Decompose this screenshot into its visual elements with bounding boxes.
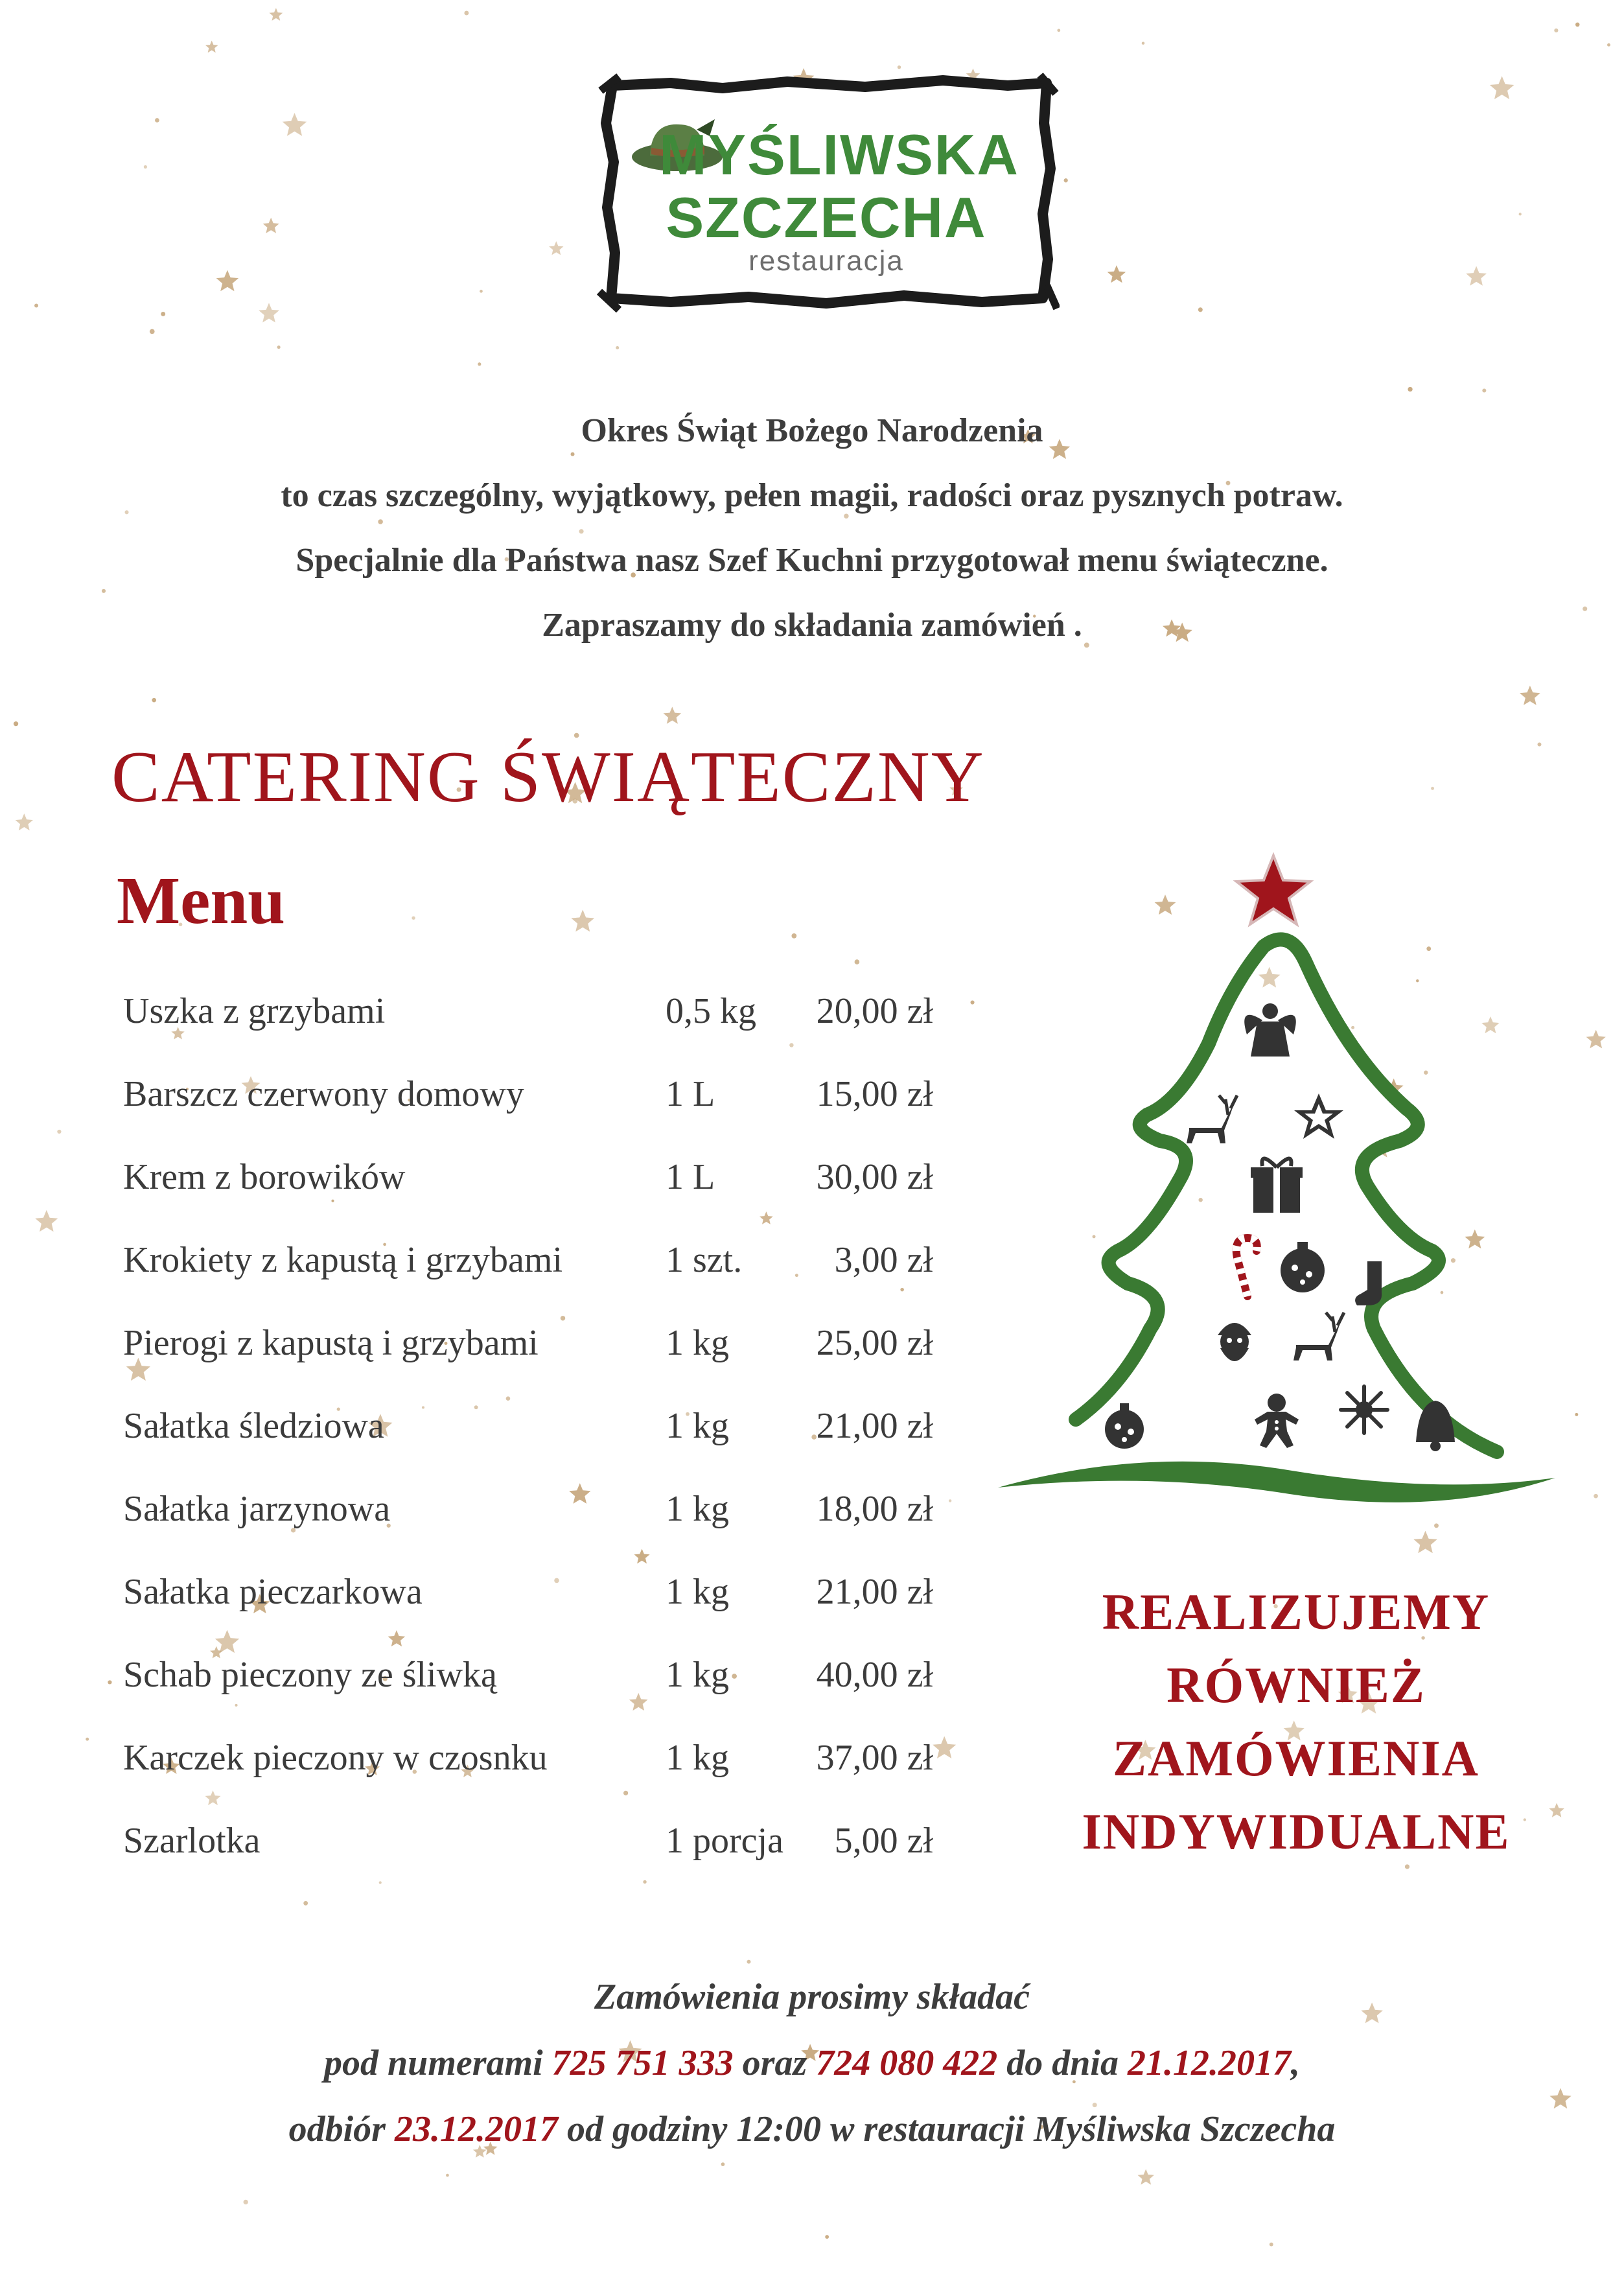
bauble-icon	[1281, 1242, 1325, 1292]
reindeer-icon	[1293, 1313, 1344, 1360]
decorative-star	[1108, 265, 1126, 283]
menu-item-price: 21,00 zł	[816, 1572, 933, 1612]
note-line: RÓWNIEŻ	[1166, 1657, 1426, 1713]
intro-line: Zapraszamy do składania zamówień .	[542, 607, 1082, 644]
decorative-star	[108, 1680, 111, 1684]
decorative-star	[1482, 388, 1486, 392]
snowflake-icon	[1341, 1386, 1387, 1433]
menu-item-name: Sałatka śledziowa	[123, 1406, 384, 1446]
decorative-star	[152, 698, 156, 703]
decorative-star	[1198, 307, 1203, 312]
logo-name-line1: MYŚLIWSKA	[659, 123, 1019, 187]
order-info-line	[0, 2030, 1624, 2096]
menu-item-quantity: 1 szt.	[666, 1240, 743, 1280]
decorative-star	[464, 11, 469, 16]
menu-item-price: 3,00 zł	[834, 1240, 933, 1280]
menu-title: Menu	[117, 863, 285, 938]
menu-item-price: 25,00 zł	[816, 1323, 933, 1363]
intro-line: Specjalnie dla Państwa nasz Szef Kuchni przygotował menu świąteczne.	[296, 542, 1328, 579]
menu-item-price: 15,00 zł	[816, 1074, 933, 1114]
menu-item-price: 21,00 zł	[816, 1406, 933, 1446]
order-text: oraz	[733, 2043, 817, 2083]
decorative-star	[1594, 1494, 1598, 1499]
menu-item-name: Sałatka pieczarkowa	[123, 1572, 423, 1612]
decorative-star	[16, 813, 33, 830]
decorative-star	[283, 113, 307, 136]
menu-item	[123, 1063, 946, 1146]
decorative-star	[1431, 787, 1434, 790]
menu-item	[123, 1312, 946, 1395]
order-text: od godziny 12:00 w restauracji Myśliwska Szczecha	[557, 2109, 1336, 2149]
angel-icon	[1244, 1003, 1296, 1057]
decorative-star	[855, 959, 860, 964]
menu-item-quantity: 1 L	[666, 1074, 715, 1114]
decorative-star	[86, 1738, 89, 1741]
menu-item-name: Szarlotka	[123, 1821, 261, 1861]
menu-item	[123, 1561, 946, 1644]
menu-item-quantity: 1 kg	[666, 1572, 729, 1612]
decorative-star	[155, 118, 159, 123]
menu-item-name: Krokiety z kapustą i grzybami	[123, 1240, 563, 1280]
menu-item-price: 40,00 zł	[816, 1655, 933, 1695]
restaurant-logo	[593, 71, 1060, 318]
order-deadline: 21.12.2017	[1127, 2043, 1291, 2083]
decorative-star	[664, 706, 682, 723]
menu-item	[123, 980, 946, 1063]
menu-item	[123, 1727, 946, 1810]
decorative-star	[721, 2162, 725, 2166]
decorative-star	[747, 1960, 750, 1964]
decorative-star	[34, 303, 38, 307]
logo-subtitle: restauracja	[748, 245, 904, 277]
decorative-star	[35, 1210, 58, 1232]
decorative-star	[571, 910, 594, 932]
menu-item	[123, 1478, 946, 1561]
menu-item-quantity: 1 kg	[666, 1738, 729, 1778]
gingerbread-icon	[1255, 1394, 1299, 1448]
decorative-star	[1519, 213, 1522, 215]
menu-item	[123, 1229, 946, 1312]
logo-name-line2: SZCZECHA	[666, 185, 987, 250]
decorative-star	[144, 165, 147, 169]
order-info	[0, 1964, 1624, 2162]
note-line: REALIZUJEMY	[1102, 1583, 1491, 1640]
phone-number-2: 724 080 422	[816, 2043, 998, 2083]
menu-item-price: 5,00 zł	[834, 1821, 933, 1861]
menu-item-quantity: 1 L	[666, 1157, 715, 1197]
decorative-star	[216, 270, 238, 292]
reindeer-icon	[1187, 1095, 1237, 1143]
individual-orders-note	[1037, 1575, 1555, 1868]
menu-item-price: 20,00 zł	[816, 991, 933, 1031]
menu-item-price: 37,00 zł	[816, 1738, 933, 1778]
menu-item-name: Pierogi z kapustą i grzybami	[123, 1323, 539, 1363]
menu-item-quantity: 1 kg	[666, 1323, 729, 1363]
order-text: ,	[1290, 2043, 1300, 2083]
tree-top-star-icon	[1236, 856, 1310, 924]
decorative-star	[478, 362, 481, 366]
decorative-star	[205, 41, 218, 53]
menu-item	[123, 1810, 946, 1893]
decorative-star	[549, 241, 563, 255]
menu-item-quantity: 1 kg	[666, 1655, 729, 1695]
decorative-star	[277, 345, 281, 349]
phone-number-1: 725 751 333	[551, 2043, 734, 2083]
menu-item-price: 18,00 zł	[816, 1489, 933, 1529]
santa-icon	[1218, 1323, 1251, 1361]
decorative-star	[949, 1499, 951, 1502]
decorative-star	[616, 346, 619, 349]
decorative-star	[270, 8, 283, 21]
menu-item-name: Sałatka jarzynowa	[123, 1489, 391, 1529]
decorative-star	[57, 1130, 61, 1134]
menu-item-name: Schab pieczony ze śliwką	[123, 1655, 497, 1695]
decorative-star	[1537, 743, 1541, 747]
decorative-star	[1413, 1531, 1437, 1554]
decorative-star	[14, 721, 18, 726]
menu-item-quantity: 1 porcja	[666, 1821, 783, 1861]
gift-icon	[1251, 1158, 1303, 1213]
pickup-date: 23.12.2017	[394, 2109, 558, 2149]
candy-cane-icon	[1236, 1238, 1257, 1296]
menu-item-quantity: 1 kg	[666, 1489, 729, 1529]
decorative-star	[1607, 43, 1610, 47]
order-info-line	[0, 1964, 1624, 2030]
stocking-icon	[1355, 1261, 1382, 1305]
decorative-star	[480, 290, 483, 293]
menu-item-quantity: 0,5 kg	[666, 991, 756, 1031]
menu-item-name: Karczek pieczony w czosnku	[123, 1738, 548, 1778]
christmas-tree-illustration	[985, 849, 1568, 1523]
order-info-line	[0, 2096, 1624, 2162]
decorative-star	[898, 65, 901, 69]
order-text: do dnia	[997, 2043, 1128, 2083]
decorative-star	[1064, 178, 1068, 182]
decorative-star	[446, 2174, 449, 2177]
decorative-star	[150, 329, 155, 334]
menu-item	[123, 1395, 946, 1478]
decorative-star	[259, 303, 279, 322]
decorative-star	[1466, 266, 1487, 286]
intro-line: to czas szczególny, wyjątkowy, pełen magii, radości oraz pysznych potraw.	[281, 477, 1343, 514]
decorative-star	[970, 1000, 974, 1004]
decorative-star	[1575, 1413, 1578, 1416]
menu-item	[123, 1644, 946, 1727]
decorative-star	[263, 218, 279, 233]
decorative-star	[1520, 686, 1540, 705]
decorative-star	[1490, 76, 1514, 99]
order-intro: Zamówienia prosimy składać	[594, 1977, 1030, 2017]
bauble-icon	[1105, 1403, 1144, 1449]
decorative-star	[244, 2200, 248, 2204]
decorative-star	[303, 1901, 308, 1906]
intro-text	[0, 399, 1624, 658]
decorative-star	[1554, 29, 1558, 32]
decorative-star	[1270, 2243, 1273, 2247]
decorative-star	[1138, 2169, 1154, 2185]
decorative-star	[412, 917, 415, 920]
decorative-star	[1142, 41, 1144, 44]
decorative-star	[1575, 23, 1580, 27]
menu-item-name: Barszcz czerwony domowy	[123, 1074, 524, 1114]
menu-list	[123, 980, 946, 1893]
decorative-star	[791, 933, 796, 939]
decorative-star	[825, 2235, 829, 2239]
menu-item-quantity: 1 kg	[666, 1406, 729, 1446]
menu-item-price: 30,00 zł	[816, 1157, 933, 1197]
decorative-star	[1586, 1030, 1606, 1049]
decorative-star	[1408, 387, 1412, 391]
note-line: ZAMÓWIENIA	[1112, 1730, 1480, 1786]
intro-line: Okres Świąt Bożego Narodzenia	[581, 412, 1043, 449]
order-text: pod numerami	[324, 2043, 552, 2083]
note-line: INDYWIDUALNE	[1082, 1803, 1511, 1860]
tree-base-swoosh	[998, 1462, 1555, 1502]
order-text: odbiór	[288, 2109, 395, 2149]
decorative-star	[1434, 1523, 1439, 1528]
catering-title: CATERING ŚWIĄTECZNY	[111, 737, 985, 817]
menu-item-name: Uszka z grzybami	[123, 991, 386, 1031]
star-ornament-icon	[1294, 1093, 1343, 1139]
decorative-star	[161, 312, 165, 316]
decorative-star	[1057, 29, 1060, 32]
menu-item	[123, 1146, 946, 1229]
menu-item-name: Krem z borowików	[123, 1157, 406, 1197]
